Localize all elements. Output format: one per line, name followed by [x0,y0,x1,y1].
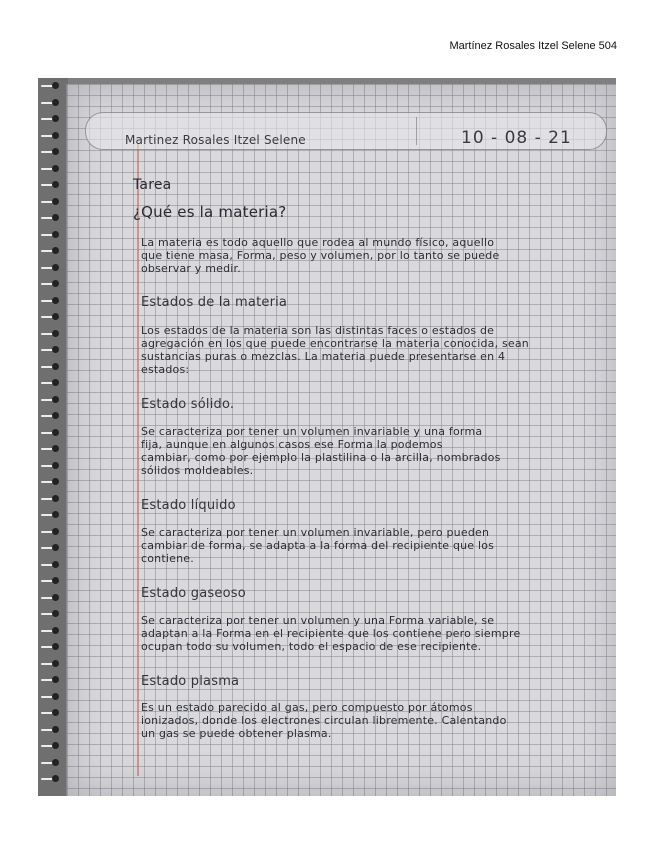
liquid-title: Estado líquido [141,498,236,513]
text-line: Se caracteriza por tener un volumen y una Forma variable, se [141,614,495,627]
plasma-paragraph [141,701,507,740]
spiral-ring [41,280,61,288]
spiral-ring [41,676,61,684]
spiral-ring [41,247,61,255]
spiral-ring [41,478,61,486]
spiral-ring [41,313,61,321]
spiral-ring [41,544,61,552]
solid-title: Estado sólido. [141,397,235,412]
spiral-ring [41,462,61,470]
header-divider [416,117,417,145]
notebook-page [66,84,616,796]
text-line: Es un estado parecido al gas, pero compuesto por átomos [141,701,473,714]
spiral-ring [41,445,61,453]
spiral-ring [41,297,61,305]
text-line: cambiar de forma, se adapta a la forma del recipiente que los [141,539,495,552]
text-line: agregación en los que puede encontrarse la materia conocida, sean [141,337,529,350]
spiral-ring [41,363,61,371]
text-line: un gas se puede obtener plasma. [141,727,332,740]
spiral-ring [41,742,61,750]
gas-title: Estado gaseoso [141,586,246,601]
spiral-ring [41,231,61,239]
spiral-ring [41,726,61,734]
question-title: ¿Qué es la materia? [133,203,287,221]
spiral-ring [41,660,61,668]
text-line: adaptan a la Forma en el recipiente que los contiene pero siempre [141,627,521,640]
text-line: Se caracteriza por tener un volumen invariable, pero pueden [141,526,490,539]
gas-paragraph [141,614,520,653]
text-line: sólidos moldeables. [141,464,254,477]
spiral-ring [41,115,61,123]
text-line: cambiar, como por ejemplo la plastilina o la arcilla, nombrados [141,451,501,464]
text-line: ionizados, donde los electrones circulan libremente. Calentando [141,714,507,727]
states-paragraph [141,324,529,376]
spiral-ring [41,165,61,173]
spiral-ring [41,412,61,420]
spiral-ring [41,214,61,222]
spiral-ring [41,148,61,156]
spiral-binding [38,78,68,796]
spiral-ring [41,627,61,635]
spiral-ring [41,396,61,404]
spiral-ring [41,82,61,90]
text-line: sustancias puras o mezclas. La materia puede presentarse en 4 [141,350,506,363]
solid-paragraph [141,425,501,477]
spiral-ring [41,379,61,387]
spiral-ring [41,610,61,618]
spiral-ring [41,775,61,783]
page-date: 10 - 08 - 21 [461,128,572,148]
spiral-ring [41,511,61,519]
spiral-ring [41,594,61,602]
margin-line [137,144,139,776]
spiral-ring [41,198,61,206]
spiral-ring [41,495,61,503]
text-line: La materia es todo aquello que rodea al mundo físico, aquello [141,236,495,249]
text-line: ocupan todo su volumen, todo el espacio de ese recipiente. [141,640,482,653]
spiral-ring [41,429,61,437]
text-line: Los estados de la materia son las distintas faces o estados de [141,324,495,337]
text-line: contiene. [141,552,194,565]
states-title: Estados de la materia [141,295,288,310]
spiral-ring [41,181,61,189]
spiral-ring [41,561,61,569]
page-heading: Tarea [133,177,172,193]
spiral-ring [41,693,61,701]
spiral-ring [41,759,61,767]
spiral-ring [41,132,61,140]
intro-paragraph [141,236,499,275]
text-line: fija, aunque en algunos casos ese Forma la podemos [141,438,443,451]
spiral-ring [41,346,61,354]
liquid-paragraph [141,526,494,565]
text-line: Se caracteriza por tener un volumen invariable y una forma [141,425,483,438]
document-header: Martínez Rosales Itzel Selene 504 [449,40,617,52]
spiral-ring [41,528,61,536]
spiral-ring [41,577,61,585]
plasma-title: Estado plasma [141,674,240,689]
spiral-ring [41,99,61,107]
spiral-ring [41,643,61,651]
spiral-ring [41,330,61,338]
text-line: estados: [141,363,190,376]
spiral-ring [41,264,61,272]
text-line: observar y medir. [141,262,241,275]
text-line: que tiene masa, Forma, peso y volumen, por lo tanto se puede [141,249,500,262]
notebook-photo [38,78,616,796]
student-name: Martinez Rosales Itzel Selene [125,133,306,147]
spiral-ring [41,709,61,717]
